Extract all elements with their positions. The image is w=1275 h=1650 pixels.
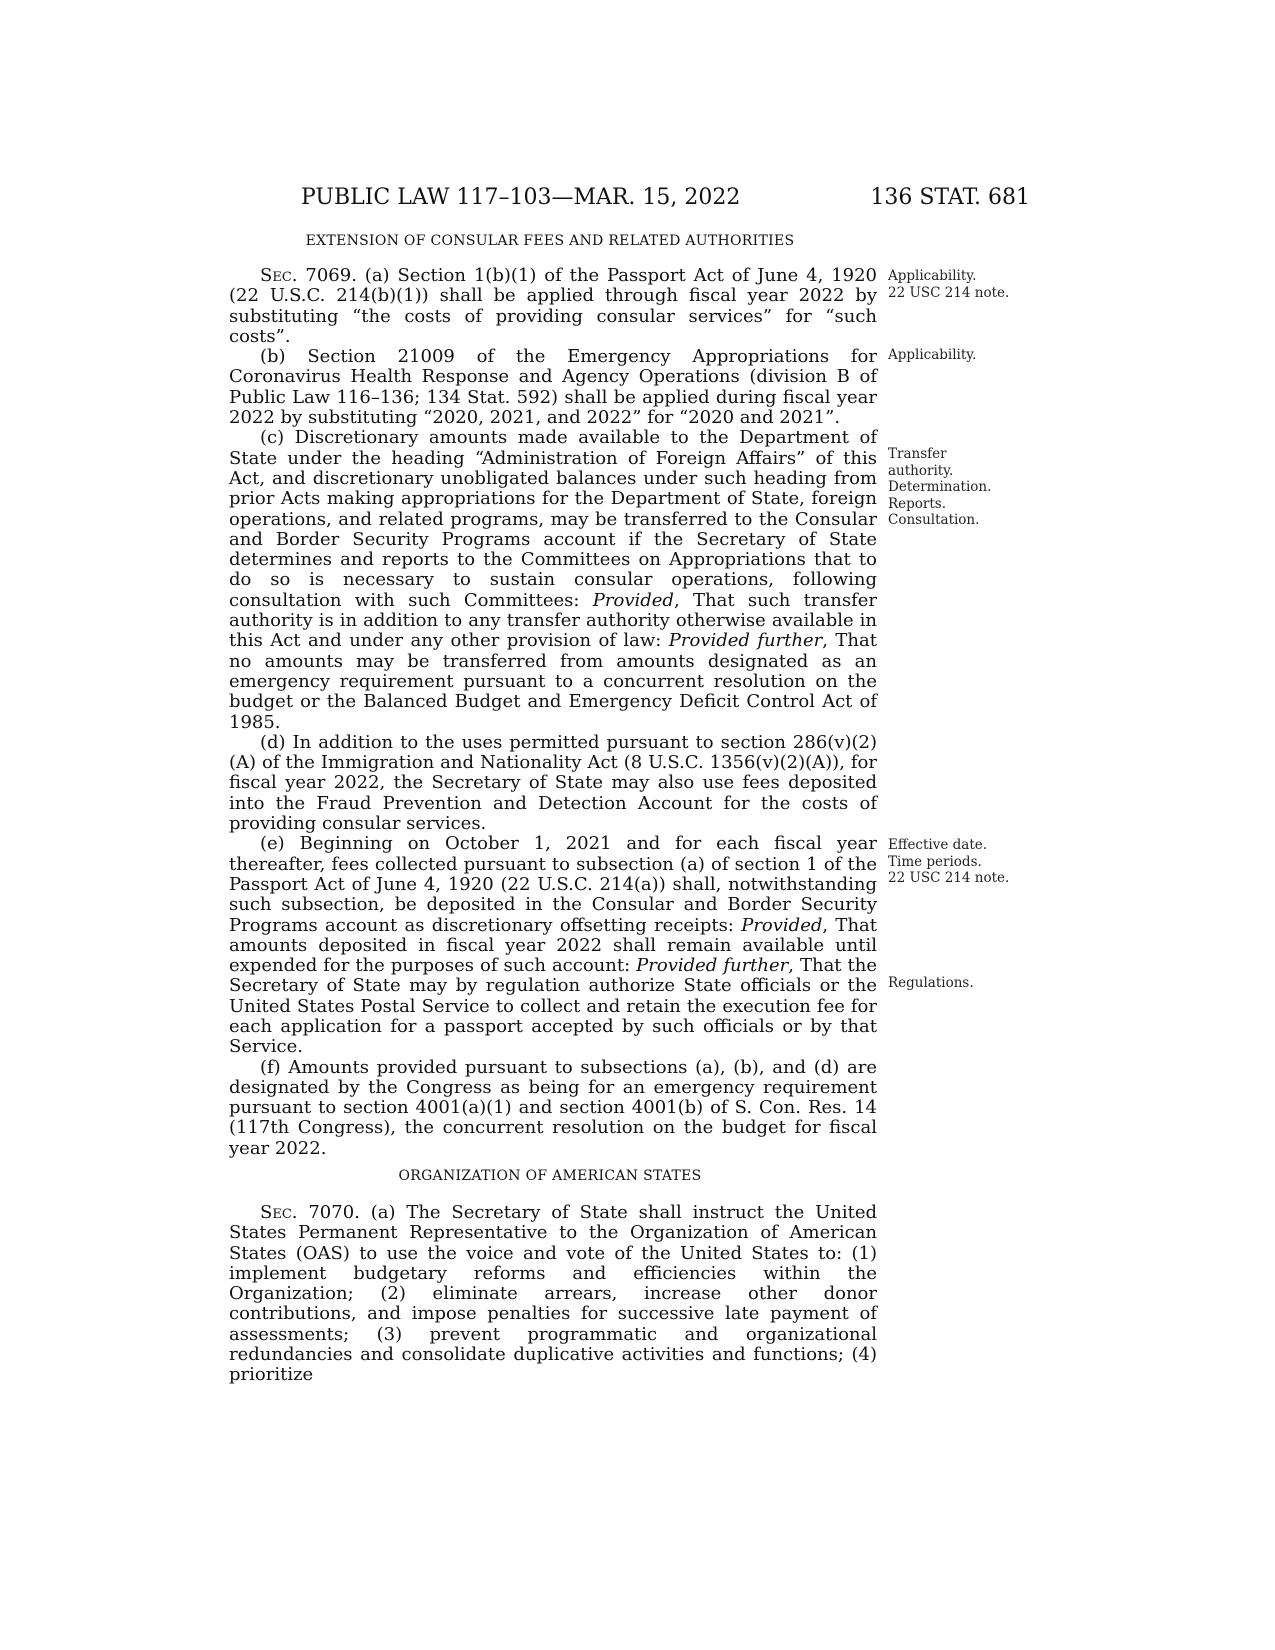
section-7069-body xyxy=(229,266,877,1159)
paragraph-e: (e) Beginning on October 1, 2021 and for each fiscal year thereafter, fees collected pursuant to subsection (a) of section 1 of the Passport Act of June 4, 1920 (22 U.S.C. 214(a)) shall, notwithstanding such subsection, be deposited in the Consular and Border Security Programs account as discretionary offsetting receipts: Provided, That amounts deposited in fiscal year 2022 shall remain available until expended for the purposes of such account: Provided further, That the Secretary of State may by regulation authorize State officials or the United States Postal Service to collect and retain the execution fee for each application for a passport accepted by such officials or by that Service. xyxy=(229,833,877,1058)
paragraph-c: (c) Discretionary amounts made available to the Department of State under the heading “Administration of Foreign Affairs” of this Act, and discretionary unobligated balances under such heading from prior Acts making appropriations for the Department of State, foreign operations, and related programs, may be transferred to the Consular and Border Security Programs account if the Secretary of State determines and reports to the Committees on Appropriations that to do so is necessary to sustain consular operations, following consultation with such Committees: Provided, That such transfer authority is in addition to any transfer authority otherwise available in this Act and under any other provision of law: Provided further, That no amounts may be transferred from amounts designated as an emergency requirement pursuant to a concurrent resolution on the budget or the Balanced Budget and Emergency Deficit Control Act of 1985. xyxy=(229,427,877,733)
paragraph-d: (d) In addition to the uses permitted pursuant to section 286(v)(2)(A) of the Immigration and Nationality Act (8 U.S.C. 1356(v)(2)(A)), for fiscal year 2022, the Secretary of State may also use fees deposited into the Fraud Prevention and Detection Account for the costs of providing consular services. xyxy=(229,731,877,835)
page-reference: 136 STAT. 681 xyxy=(870,185,1030,210)
paragraph-f: (f) Amounts provided pursuant to subsections (a), (b), and (d) are designated by the Congress as being for an emergency requirement pursuant to section 4001(a)(1) and section 4001(b) of S. Con. Res. 14 (117th Congress), the concurrent resolution on the budget for fiscal year 2022. xyxy=(229,1056,877,1159)
section-heading-7070: ORGANIZATION OF AMERICAN STATES xyxy=(398,1168,702,1184)
sec-label: Sec. xyxy=(260,265,298,286)
sec-label: Sec. xyxy=(260,1202,298,1223)
running-header xyxy=(232,181,1030,215)
margin-note-applicability-b: Applicability. xyxy=(888,347,977,363)
section-7070-body xyxy=(229,1203,877,1386)
margin-note-effective-date: Effective date. Time periods. 22 USC 214 note. xyxy=(888,837,1010,886)
paragraph-7070-a: Sec. 7070. (a) The Secretary of State shall instruct the United States Permanent Representative to the Organization of American States (OAS) to use the voice and vote of the United States to: (1) implement budgetary reforms and efficiencies within the Organization; (2) eliminate arrears, increase other donor contributions, and impose penalties for successive late payment of assessments; (3) prevent programmatic and organizational redundancies and consolidate duplicative activities and functions; (4) prioritize xyxy=(229,1202,877,1386)
margin-note-transfer: Transfer authority. Determination. Reports. Consultation. xyxy=(888,446,992,528)
margin-note-regulations: Regulations. xyxy=(888,975,974,991)
header-title: PUBLIC LAW 117–103—MAR. 15, 2022 xyxy=(301,185,741,210)
section-heading-7069: EXTENSION OF CONSULAR FEES AND RELATED AUTHORITIES xyxy=(305,233,795,249)
paragraph-b: (b) Section 21009 of the Emergency Appropriations for Coronavirus Health Response and Agency Operations (division B of Public Law 116–136; 134 Stat. 592) shall be applied during fiscal year 2022 by substituting “2020, 2021, and 2022” for “2020 and 2021”. xyxy=(229,346,877,429)
paragraph-a: Sec. 7069. (a) Section 1(b)(1) of the Passport Act of June 4, 1920 (22 U.S.C. 214(b)(1)) shall be applied through fiscal year 2022 by substituting “the costs of providing consular services” for “such costs”. xyxy=(229,265,877,347)
margin-note-applicability-a: Applicability. 22 USC 214 note. xyxy=(888,268,1010,301)
